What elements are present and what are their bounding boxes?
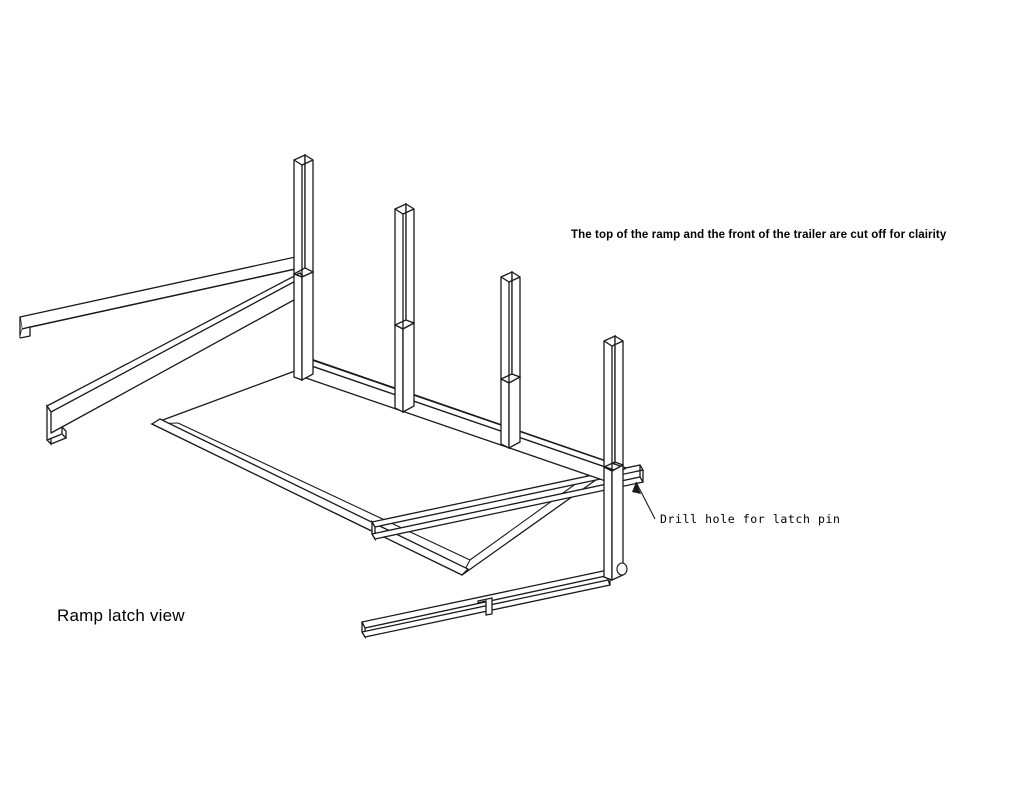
latch-pin-hole	[617, 563, 627, 575]
latch-pin-callout-label: Drill hole for latch pin	[660, 512, 841, 526]
view-title-label: Ramp latch view	[57, 606, 185, 625]
upright-post-2	[395, 204, 414, 412]
upright-post-1	[294, 155, 313, 380]
upright-post-4	[604, 336, 627, 580]
cross-member-rear	[362, 570, 610, 637]
clarity-note-label: The top of the ramp and the front of the trailer are cut off for clairity	[571, 229, 947, 241]
callout-leader-line	[632, 482, 655, 519]
upright-post-3	[501, 272, 520, 448]
